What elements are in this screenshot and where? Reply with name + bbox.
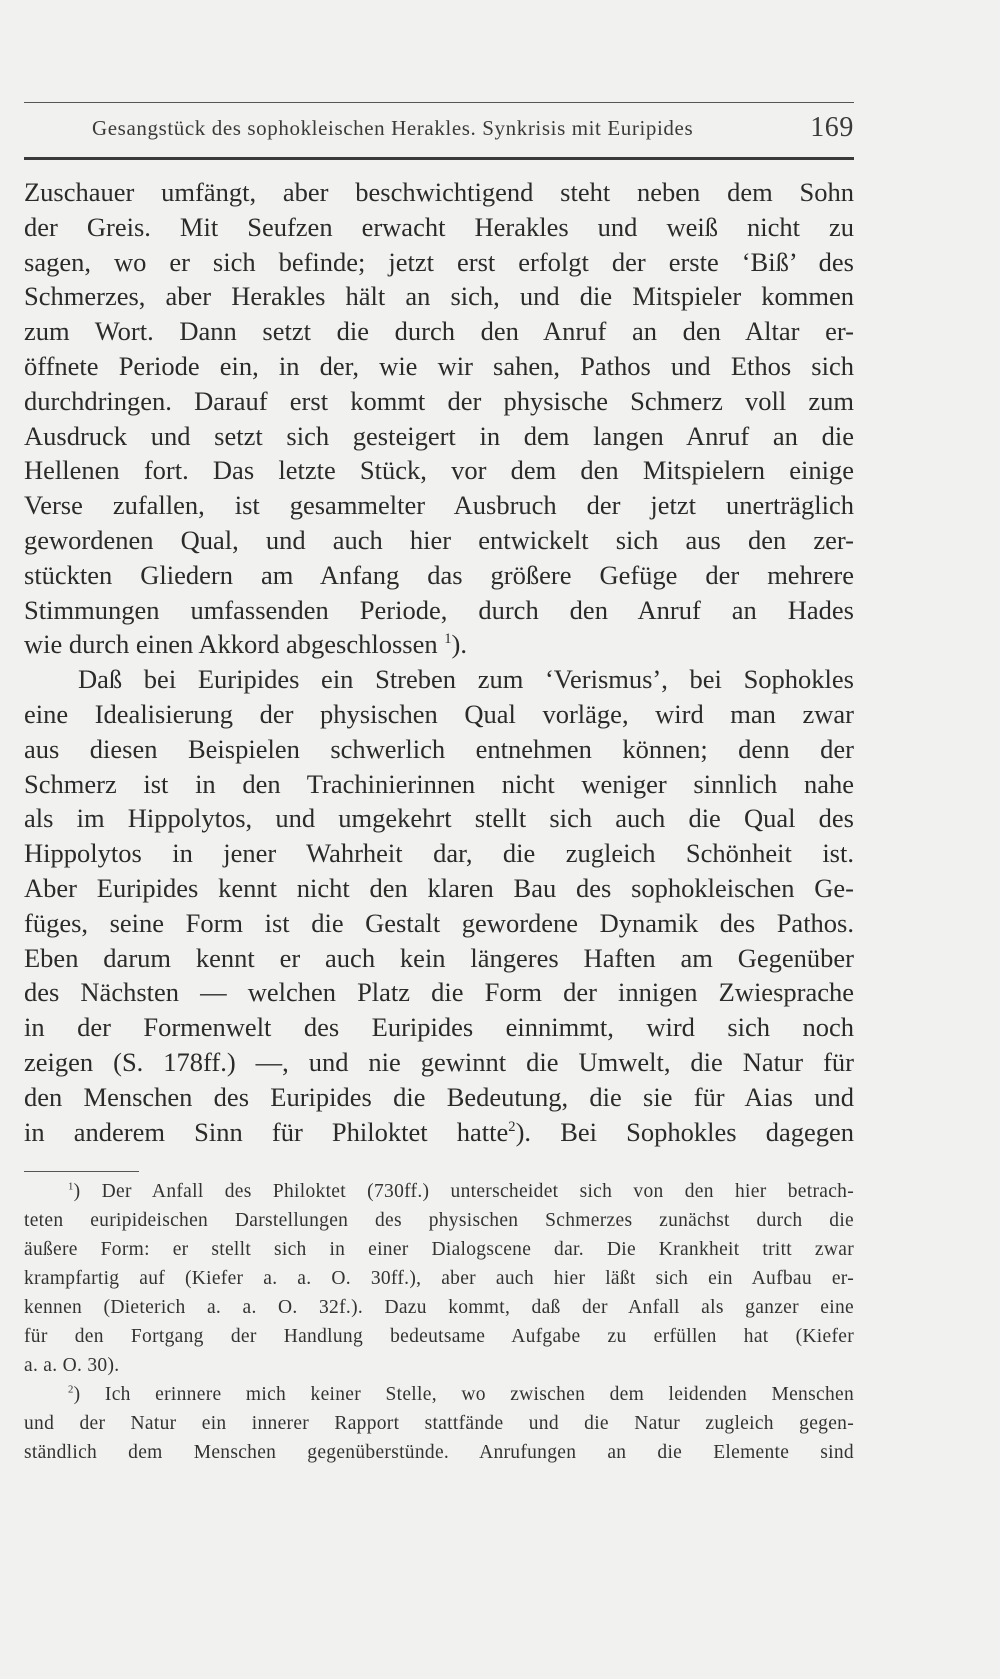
footnote-ref-2: 2 bbox=[508, 1118, 516, 1135]
line-text: Bei Sophokles dagegen bbox=[560, 1116, 854, 1147]
text-line: eine Idealisierung der physischen Qual vorläge, wird man zwar bbox=[24, 698, 854, 729]
text-line: zeigen (S. 178ff.) —, und nie gewinnt die Umwelt, die Natur für bbox=[24, 1046, 854, 1077]
text-line: Daß bei Euripides ein Streben zum ‘Verismus’, bei Sophokles bbox=[78, 664, 854, 695]
text-line: sagen, wo er sich befinde; jetzt erst erfolgt der erste ‘Biß’ des bbox=[24, 246, 854, 277]
text-line: Eben darum kennt er auch kein längeres Haften am Gegenüber bbox=[24, 942, 854, 973]
line-text: in anderem Sinn für Philoktet hatte bbox=[24, 1116, 509, 1147]
footnote-line: für den Fortgang der Handlung bedeutsame Aufgabe zu erfüllen hat (Kiefer bbox=[24, 1326, 854, 1347]
text-line: aus diesen Beispielen schwerlich entnehmen können; denn der bbox=[24, 733, 854, 764]
top-rule bbox=[24, 102, 854, 103]
text-line: Hellenen fort. Das letzte Stück, vor dem den Mitspielern einige bbox=[24, 455, 854, 486]
text-line bbox=[24, 1115, 854, 1150]
text-line: als im Hippolytos, und umgekehrt stellt sich auch die Qual des bbox=[24, 803, 854, 834]
running-header bbox=[24, 112, 854, 148]
text-line: den Menschen des Euripides die Bedeutung, die sie für Aias und bbox=[24, 1081, 854, 1112]
text-line: durchdringen. Darauf erst kommt der physische Schmerz voll zum bbox=[24, 385, 854, 416]
text-line: zum Wort. Dann setzt die durch den Anruf an den Altar er- bbox=[24, 316, 854, 347]
text-line: füges, seine Form ist die Gestalt gewordene Dynamik des Pathos. bbox=[24, 907, 854, 938]
footnote-text: Der Anfall des Philoktet (730ff.) unterscheidet sich von den hier betrach- bbox=[101, 1181, 854, 1202]
header-rule bbox=[24, 157, 854, 160]
footnote-marker-1: 1 bbox=[68, 1180, 74, 1193]
footnote-2-line: $^2$) Ich erinnere mich keiner Stelle, wo zwischen dem leidenden Menschen bbox=[68, 1383, 855, 1405]
footnote-marker-2: 2 bbox=[68, 1383, 74, 1396]
text-line: Ausdruck und setzt sich gesteigert in dem langen Anruf an die bbox=[24, 420, 854, 451]
text-line: in der Formenwelt des Euripides einnimmt, wird sich noch bbox=[24, 1012, 854, 1043]
footnote-line: ständlich dem Menschen gegenüberstünde. Anrufungen an die Elemente sind bbox=[24, 1442, 854, 1463]
line-text: wie durch einen Akkord abgeschlossen bbox=[24, 629, 438, 660]
main-text bbox=[24, 175, 854, 1149]
footnote-rule bbox=[24, 1171, 139, 1172]
text-line bbox=[24, 627, 854, 662]
text-line: Schmerzes, aber Herakles hält an sich, und die Mitspieler kommen bbox=[24, 281, 854, 312]
page-number: 169 bbox=[810, 112, 854, 143]
footnote-text: Ich erinnere mich keiner Stelle, wo zwischen dem leidenden Menschen bbox=[104, 1384, 855, 1405]
text-line: der Greis. Mit Seufzen erwacht Herakles und weiß nicht zu bbox=[24, 211, 854, 242]
running-title: Gesangstück des sophokleischen Herakles. Synkrisis mit Euripides bbox=[92, 116, 694, 140]
text-line: Stimmungen umfassenden Periode, durch den Anruf an Hades bbox=[24, 594, 854, 625]
footnote-line: teten euripideischen Darstellungen des physischen Schmerzes zunächst durch die bbox=[24, 1210, 854, 1231]
text-line: gewordenen Qual, und auch hier entwickelt sich aus den zer- bbox=[24, 524, 854, 555]
text-line: stückten Gliedern am Anfang das größere Gefüge der mehrere bbox=[24, 559, 854, 590]
line-punct: ). bbox=[515, 1116, 532, 1147]
footnote-line: kennen (Dieterich a. a. O. 32f.). Dazu kommt, daß der Anfall als ganzer eine bbox=[24, 1297, 854, 1318]
footnote-line: äußere Form: er stellt sich in einer Dialogscene dar. Die Krankheit tritt zwar bbox=[24, 1239, 854, 1260]
footnote-ref-1: 1 bbox=[444, 631, 452, 648]
footnote-1-line: $^1$) Der Anfall des Philoktet (730ff.) unterscheidet sich von den hier betrach- bbox=[68, 1180, 854, 1202]
line-punct: ). bbox=[451, 629, 467, 660]
text-line: Aber Euripides kennt nicht den klaren Bau des sophokleischen Ge- bbox=[24, 872, 854, 903]
text-line: Schmerz ist in den Trachinierinnen nicht weniger sinnlich nahe bbox=[24, 768, 854, 799]
text-line: öffnete Periode ein, in der, wie wir sahen, Pathos und Ethos sich bbox=[24, 350, 854, 381]
text-line: Verse zufallen, ist gesammelter Ausbruch der jetzt unerträglich bbox=[24, 490, 854, 521]
footnote-line: und der Natur ein innerer Rapport stattfände und die Natur zugleich gegen- bbox=[24, 1413, 854, 1434]
text-line: Hippolytos in jener Wahrheit dar, die zugleich Schönheit ist. bbox=[24, 838, 854, 869]
footnote-line: a. a. O. 30). bbox=[24, 1355, 120, 1376]
footnote-line: krampfartig auf (Kiefer a. a. O. 30ff.), aber auch hier läßt sich ein Aufbau er- bbox=[24, 1268, 854, 1289]
footnotes bbox=[24, 1177, 854, 1467]
text-line: des Nächsten — welchen Platz die Form der innigen Zwiesprache bbox=[24, 977, 854, 1008]
text-line: Zuschauer umfängt, aber beschwichtigend steht neben dem Sohn bbox=[24, 177, 854, 207]
